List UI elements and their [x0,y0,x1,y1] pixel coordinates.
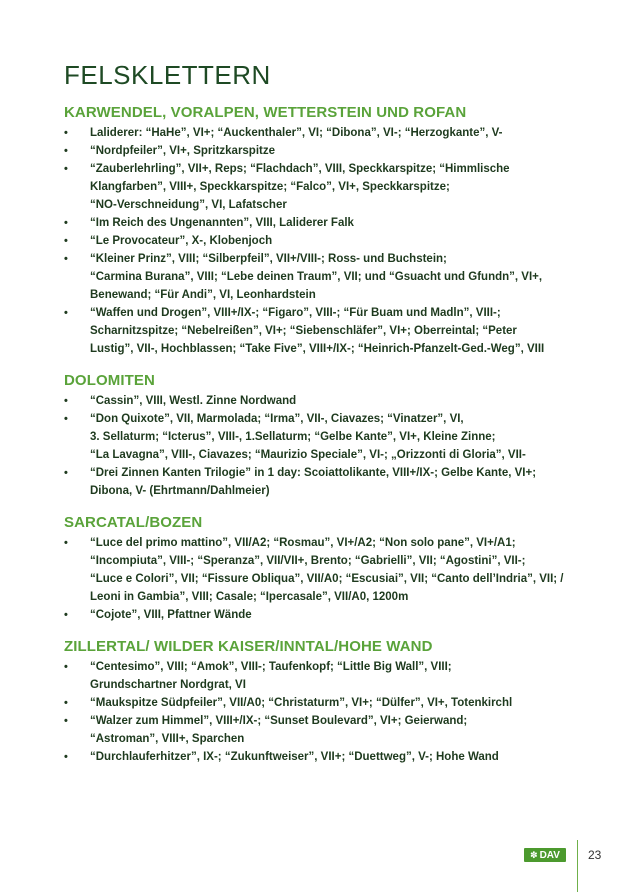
list-item [64,534,584,606]
bullet-icon: • [64,163,68,175]
section-heading: SARCATAL/BOZEN [64,514,203,531]
bullet-icon: • [64,395,68,407]
section-heading: KARWENDEL, VORALPEN, WETTERSTEIN UND ROFAN [64,104,467,121]
edelweiss-icon: ✽ [530,849,538,860]
bullet-icon: • [64,253,68,265]
list-item [64,232,584,250]
page-number: 23 [588,848,602,862]
list-item [64,392,584,410]
list-item-line: Lustig”, VII-, Hochblassen; “Take Five”, VIII+/IX-; “Heinrich-Pfanzelt-Ged.-Weg”, VIII [90,343,545,355]
route-list [64,658,584,766]
list-item-line: Scharnitzspitze; “Nebelreißen”, VI+; “Siebenschläfer”, VI+; Oberreintal; “Peter [90,325,517,337]
dav-logo [524,848,566,862]
list-item-line: “Cojote”, VIII, Pfattner Wände [90,609,252,621]
list-item-line: “Durchlauferhitzer”, IX-; “Zukunftweiser”, VII+; “Duettweg”, V-; Hohe Wand [90,751,499,763]
list-item-line: “Kleiner Prinz”, VIII; “Silberpfeil”, VII+/VIII-; Ross- und Buchstein; [90,253,447,265]
logo-text: DAV [539,849,560,861]
list-item-line: “Drei Zinnen Kanten Trilogie” in 1 day: Scoiattolikante, VIII+/IX-; Gelbe Kante, VI+; [90,467,537,479]
list-item-line: Leoni in Gambia”, VIII; Casale; “Ipercasale”, VII/A0, 1200m [90,591,409,603]
bullet-icon: • [64,661,68,673]
list-item-line: “Incompiuta”, VIII-; “Speranza”, VII/VII+, Brento; “Gabrielli”, VII; “Agostini”, VII-; [90,555,526,567]
route-list [64,534,584,624]
list-item [64,124,584,142]
document-body [64,104,584,780]
list-item-line: “Don Quixote”, VII, Marmolada; “Irma”, VII-, Ciavazes; “Vinatzer”, VI, [90,413,464,425]
list-item-line: Dibona, V- (Ehrtmann/Dahlmeier) [90,485,270,497]
list-item-line: “Le Provocateur”, X-, Klobenjoch [90,235,273,247]
list-item-line: 3. Sellaturm; “Icterus”, VIII-, 1.Sellaturm; “Gelbe Kante”, VI+, Kleine Zinne; [90,431,496,443]
bullet-icon: • [64,235,68,247]
list-item [64,214,584,232]
bullet-icon: • [64,751,68,763]
list-item [64,748,584,766]
list-item [64,658,584,694]
list-item [64,712,584,748]
list-item [64,304,584,358]
list-item-line: “Nordpfeiler”, VI+, Spritzkarspitze [90,145,276,157]
list-item [64,142,584,160]
list-item [64,464,584,500]
list-item-line: “Luce e Colori”, VII; “Fissure Obliqua”, VII/A0; “Escusiai”, VII; “Canto dell’Indria”, VII; / [90,573,564,585]
list-item-line: “Astroman”, VIII+, Sparchen [90,733,245,745]
list-item-line: Klangfarben”, VIII+, Speckkarspitze; “Falco”, VI+, Speckkarspitze; [90,181,450,193]
list-item [64,250,584,304]
bullet-icon: • [64,467,68,479]
bullet-icon: • [64,127,68,139]
bullet-icon: • [64,217,68,229]
section-heading: ZILLERTAL/ WILDER KAISER/INNTAL/HOHE WAND [64,638,433,655]
list-item-line: “Im Reich des Ungenannten”, VIII, Laliderer Falk [90,217,354,229]
section-heading: DOLOMITEN [64,372,155,389]
list-item-line: “Cassin”, VIII, Westl. Zinne Nordwand [90,395,297,407]
section [64,104,584,358]
list-item-line: Laliderer: “HaHe”, VI+; “Auckenthaler”, VI; “Dibona”, VI-; “Herzogkante”, V- [90,127,503,139]
bullet-icon: • [64,307,68,319]
section [64,638,584,766]
list-item-line: Grundschartner Nordgrat, VI [90,679,246,691]
bullet-icon: • [64,697,68,709]
list-item [64,694,584,712]
list-item-line: “Centesimo”, VIII; “Amok”, VIII-; Taufenkopf; “Little Big Wall”, VIII; [90,661,452,673]
list-item-line: “La Lavagna”, VIII-, Ciavazes; “Maurizio Speciale”, VI-; „Orizzonti di Gloria”, VII- [90,449,526,461]
bullet-icon: • [64,715,68,727]
route-list [64,124,584,358]
page-title: FELSKLETTERN [64,60,271,90]
route-list [64,392,584,500]
bullet-icon: • [64,145,68,157]
list-item-line: “Carmina Burana”, VIII; “Lebe deinen Traum”, VII; und “Gsuacht und Gfundn”, VI+, [90,271,543,283]
list-item-line: Benewand; “Für Andi”, VI, Leonhardstein [90,289,316,301]
list-item-line: “Luce del primo mattino”, VII/A2; “Rosmau”, VI+/A2; “Non solo pane”, VI+/A1; [90,537,516,549]
list-item-line: “Zauberlehrling”, VII+, Reps; “Flachdach”, VIII, Speckkarspitze; “Himmlische [90,163,510,175]
list-item-line: “NO-Verschneidung”, VI, Lafatscher [90,199,287,211]
list-item [64,160,584,214]
list-item [64,606,584,624]
list-item-line: “Maukspitze Südpfeiler”, VII/A0; “Christaturm”, VI+; “Dülfer”, VI+, Totenkirchl [90,697,513,709]
list-item-line: “Walzer zum Himmel”, VIII+/IX-; “Sunset Boulevard”, VI+; Geierwand; [90,715,468,727]
bullet-icon: • [64,537,68,549]
list-item [64,410,584,464]
bullet-icon: • [64,413,68,425]
list-item-line: “Waffen und Drogen”, VIII+/IX-; “Figaro”, VIII-; “Für Buam und Madln”, VIII-; [90,307,501,319]
section [64,514,584,624]
bullet-icon: • [64,609,68,621]
section [64,372,584,500]
footer-divider [577,840,578,892]
